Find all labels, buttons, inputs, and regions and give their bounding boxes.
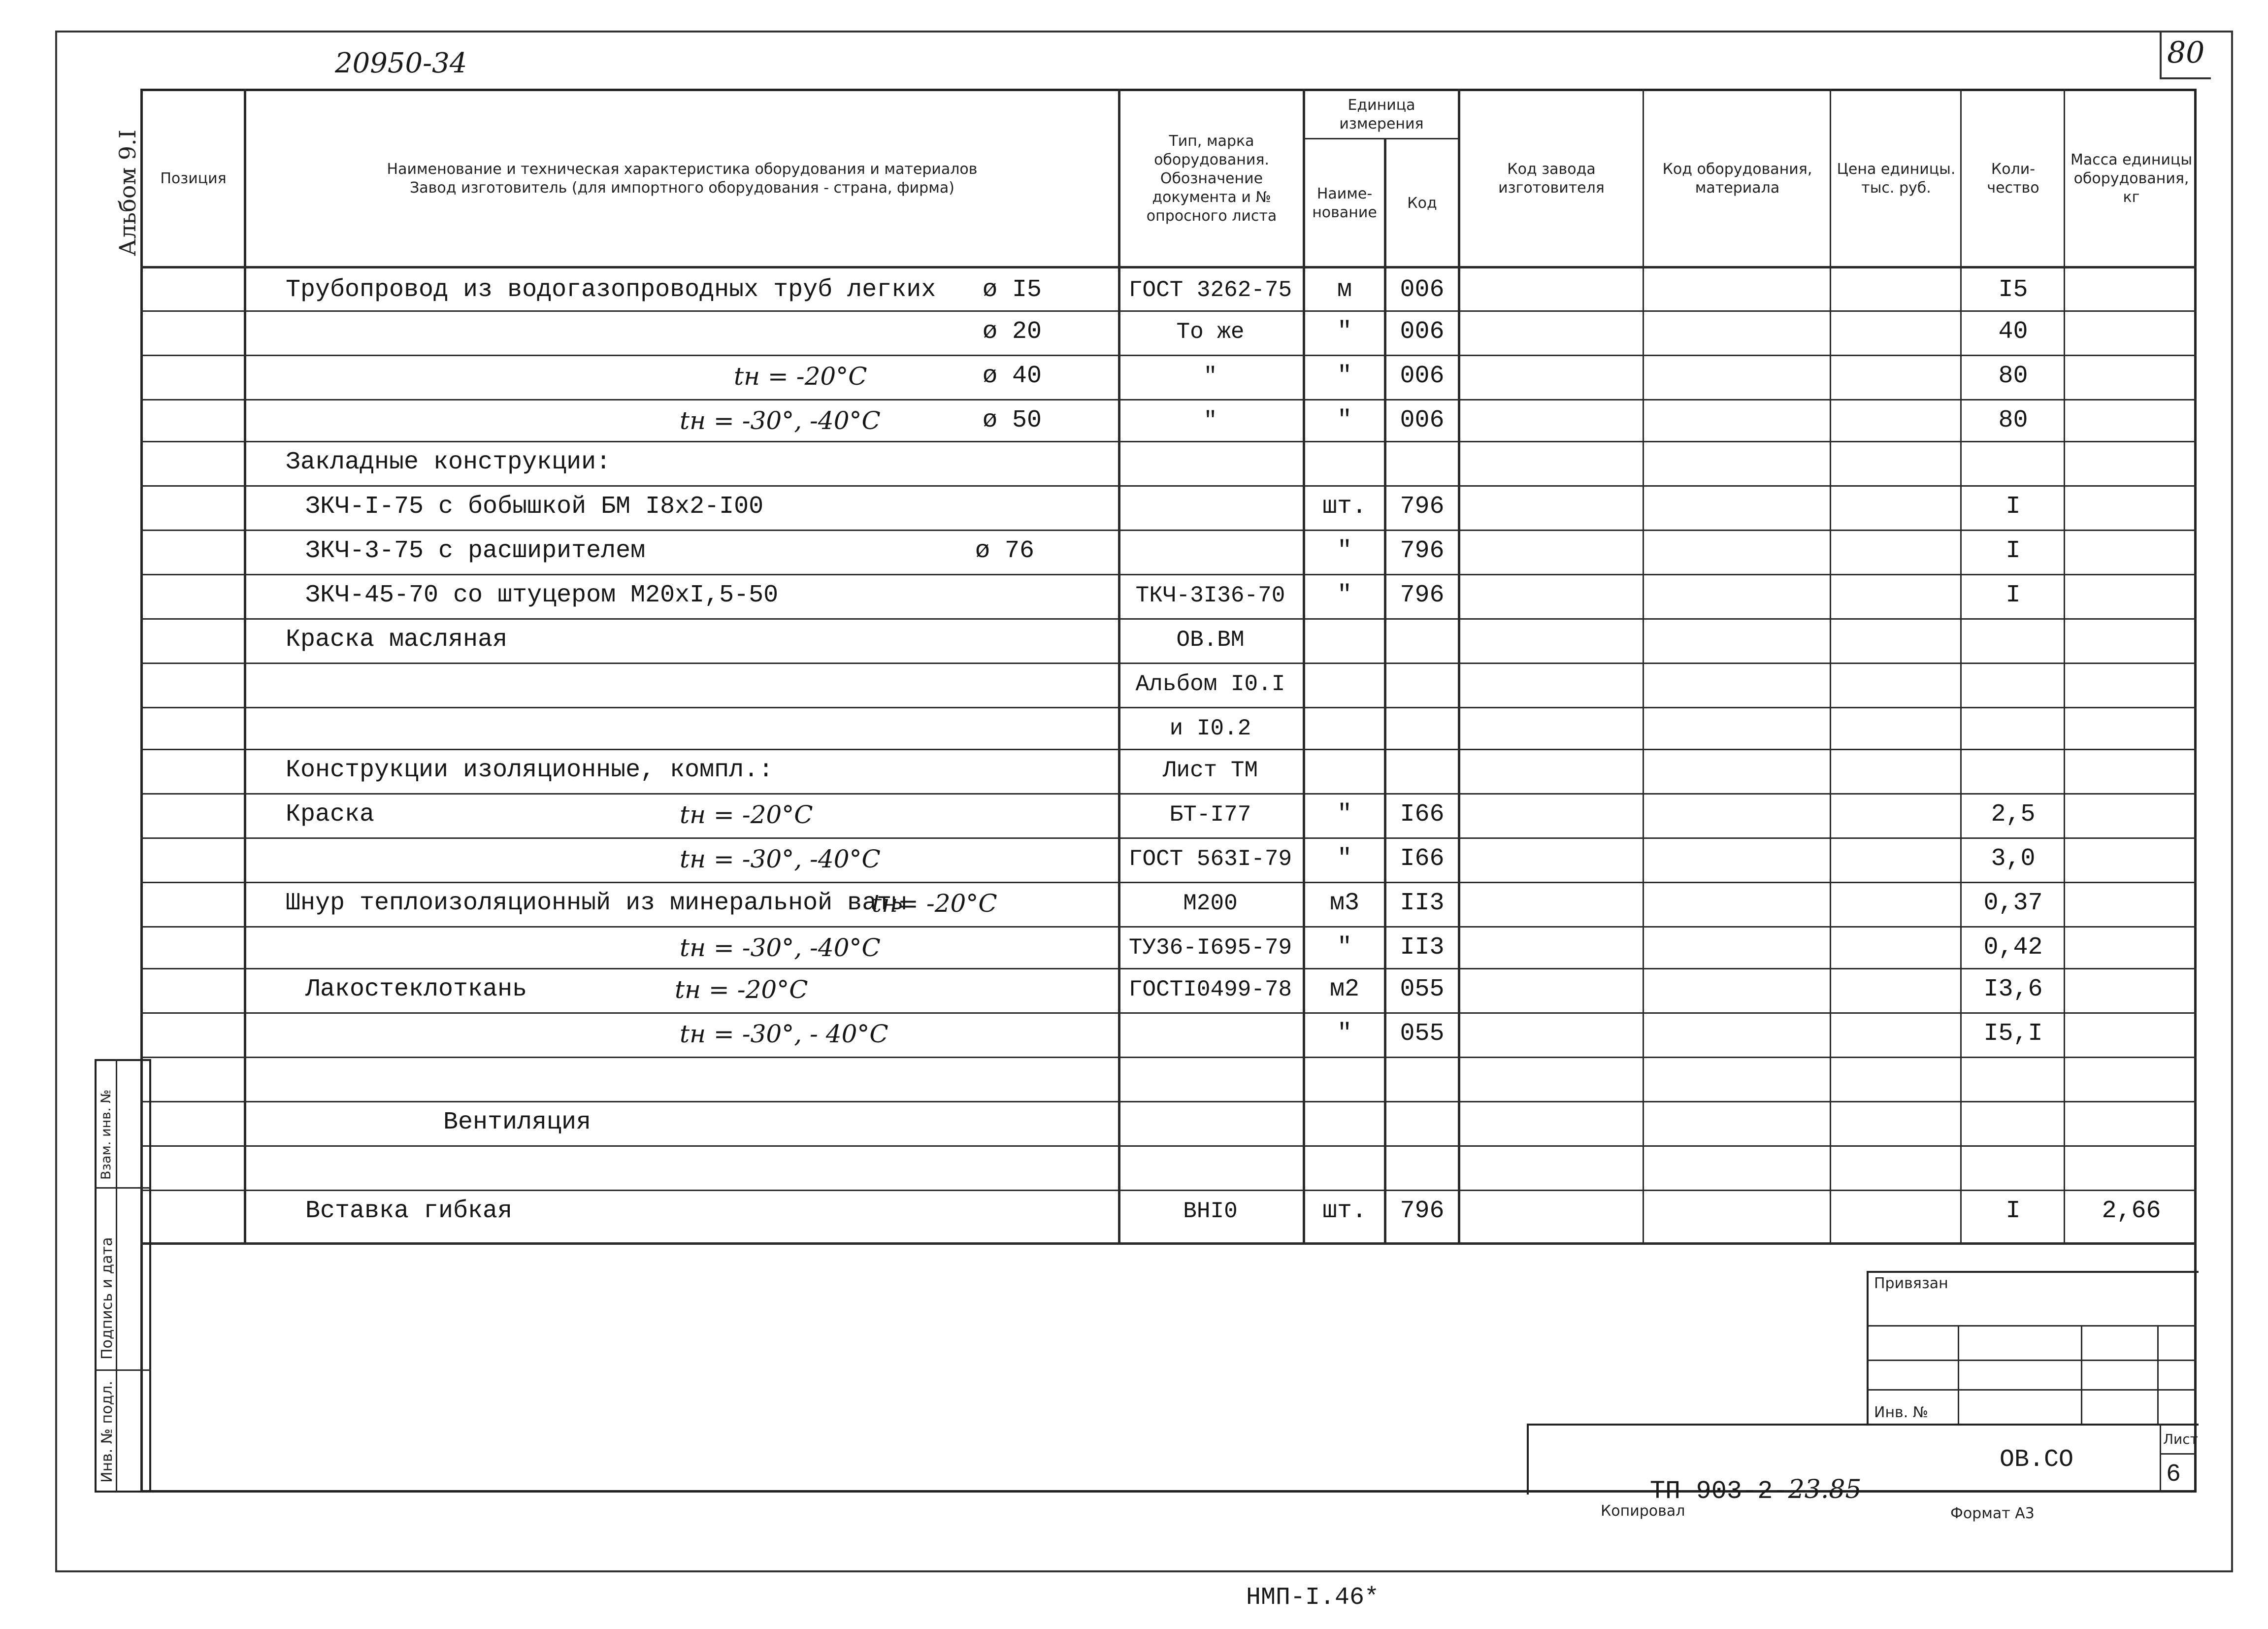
row-temperature: tн= -20°С xyxy=(872,889,997,918)
row-separator xyxy=(140,1057,2197,1058)
row-unit-name: " xyxy=(1337,537,1352,565)
header-unit-code: Код xyxy=(1407,194,1437,212)
row-unit-code: 796 xyxy=(1400,581,1445,609)
row-separator xyxy=(140,530,2197,531)
row-type-mark: ГОСТI0499-78 xyxy=(1128,977,1292,1002)
project-code xyxy=(1588,1446,1862,1535)
row-unit-code: 006 xyxy=(1400,362,1445,390)
row-unit-code: 796 xyxy=(1400,493,1445,521)
row-unit-name: " xyxy=(1337,845,1352,873)
row-unit-name: " xyxy=(1337,581,1352,609)
row-quantity: I5 xyxy=(1998,276,2028,304)
project-code-print: ТП 903-2- xyxy=(1649,1477,1788,1506)
row-name: Лакостеклоткань xyxy=(305,975,527,1003)
row-separator xyxy=(140,707,2197,708)
row-separator xyxy=(140,574,2197,575)
header-name-line2: Завод изготовитель (для импортного оборудования - страна, фирма) xyxy=(410,179,954,197)
header-position: Позиция xyxy=(160,169,227,187)
row-quantity: 3,0 xyxy=(1991,845,2036,873)
unit-group-line xyxy=(1303,138,1458,139)
side-sign-date: Подпись и дата xyxy=(99,1237,116,1360)
row-temperature: tн = -30°, -40°С xyxy=(680,933,881,962)
row-separator xyxy=(140,926,2197,928)
row-quantity: 0,37 xyxy=(1983,889,2043,917)
row-name: Шнур теплоизоляционный из минеральной ваты xyxy=(286,889,907,917)
row-name: Закладные конструкции: xyxy=(286,448,611,476)
row-unit-name: шт. xyxy=(1322,493,1367,521)
row-unit-name: м xyxy=(1337,276,1352,304)
row-unit-code: 006 xyxy=(1400,406,1445,434)
privyazan-label: Привязан xyxy=(1874,1275,1948,1292)
row-separator xyxy=(140,968,2197,969)
row-unit-code: II3 xyxy=(1400,933,1445,962)
row-temperature: tн = -30°, -40°С xyxy=(680,406,881,435)
row-name: ЗКЧ-I-75 с бобышкой БМ I8х2-I00 xyxy=(305,493,764,521)
row-type-mark: ГОСТ 3262-75 xyxy=(1128,277,1292,303)
row-name: Конструкции изоляционные, компл.: xyxy=(286,756,774,784)
row-quantity: I xyxy=(2005,1197,2021,1225)
row-quantity: 80 xyxy=(1998,362,2028,390)
row-unit-code: 055 xyxy=(1400,975,1445,1003)
row-diameter: ø 76 xyxy=(975,537,1035,565)
side-vzam-inv: Взам. инв. № xyxy=(99,1089,114,1180)
row-unit-code: I66 xyxy=(1400,845,1445,873)
row-unit-code: 006 xyxy=(1400,318,1445,346)
row-unit-name: " xyxy=(1337,318,1352,346)
row-separator xyxy=(140,663,2197,664)
page-number: 80 xyxy=(2167,35,2205,70)
row-unit-code: 006 xyxy=(1400,276,1445,304)
row-name: Вентиляция xyxy=(443,1108,592,1136)
row-type-mark: ГОСТ 563I-79 xyxy=(1128,846,1292,872)
row-unit-name: м3 xyxy=(1329,889,1359,917)
row-quantity: 0,42 xyxy=(1983,933,2043,962)
header-unit-name: Наиме-нование xyxy=(1312,185,1377,221)
row-quantity: I xyxy=(2005,581,2021,609)
format-label: Формат А3 xyxy=(1950,1505,2035,1522)
sheet-mark: ОВ.СО xyxy=(2000,1446,2074,1474)
row-separator xyxy=(140,618,2197,620)
row-unit-code: 055 xyxy=(1400,1020,1445,1048)
row-separator xyxy=(140,310,2197,312)
row-diameter: ø I5 xyxy=(983,276,1042,304)
sheet-number: 6 xyxy=(2166,1461,2181,1489)
row-temperature: tн = -30°, -40°С xyxy=(680,845,881,873)
album-number: 20950-34 xyxy=(335,47,467,79)
row-separator xyxy=(140,1012,2197,1014)
copied-label: Копировал xyxy=(1601,1502,1685,1520)
row-temperature: tн = -20°С xyxy=(680,800,813,829)
header-name-line1: Наименование и техническая характеристика оборудования и материалов xyxy=(387,160,978,178)
side-inv-podl: Инв. № подл. xyxy=(99,1381,116,1483)
row-separator xyxy=(140,1145,2197,1147)
row-name: Трубопровод из водогазопроводных труб легких xyxy=(286,276,936,304)
row-temperature: tн = -20°С xyxy=(675,975,808,1004)
row-separator xyxy=(140,399,2197,400)
row-type-mark: М200 xyxy=(1183,891,1238,916)
row-type-mark: БТ-I77 xyxy=(1169,802,1251,828)
inv-no-label: Инв. № xyxy=(1874,1404,1929,1421)
row-unit-code: II3 xyxy=(1400,889,1445,917)
row-separator xyxy=(140,1190,2197,1191)
row-type-mark: То же xyxy=(1176,319,1245,345)
side-album-label: Альбом 9.I xyxy=(114,130,141,256)
row-diameter: ø 40 xyxy=(983,362,1042,390)
row-type-mark: и I0.2 xyxy=(1169,716,1251,741)
row-name: ЗКЧ-3-75 с расширителем xyxy=(305,537,646,565)
row-unit-name: " xyxy=(1337,406,1352,434)
row-separator xyxy=(140,441,2197,442)
row-diameter: ø 20 xyxy=(983,318,1042,346)
row-unit-name: " xyxy=(1337,1020,1352,1048)
row-separator xyxy=(140,749,2197,750)
row-name: Вставка гибкая xyxy=(305,1197,513,1225)
row-type-mark: ВНI0 xyxy=(1183,1198,1238,1224)
row-quantity: I5,I xyxy=(1983,1020,2043,1048)
row-mass: 2,66 xyxy=(2102,1197,2161,1225)
row-type-mark: ТУ36-I695-79 xyxy=(1128,935,1292,961)
row-name: Краска xyxy=(286,800,375,829)
row-quantity: 80 xyxy=(1998,406,2028,434)
header-name xyxy=(246,91,1118,266)
row-separator xyxy=(140,882,2197,883)
header-price: Цена единицы. тыс. руб. xyxy=(1837,160,1956,197)
row-type-mark: Альбом I0.I xyxy=(1135,671,1285,697)
row-unit-code: I66 xyxy=(1400,800,1445,829)
row-unit-name: " xyxy=(1337,800,1352,829)
project-code-hand: 23.85 xyxy=(1788,1475,1862,1504)
row-separator xyxy=(140,793,2197,795)
row-type-mark: ОВ.ВМ xyxy=(1176,627,1245,653)
header-mass: Масса единицы оборудования, кг xyxy=(2070,151,2193,206)
row-quantity: I xyxy=(2005,537,2021,565)
row-separator xyxy=(140,485,2197,487)
table-bottom-line xyxy=(140,1242,2197,1245)
row-type-mark: " xyxy=(1203,408,1217,433)
header-equipment-code: Код оборудования, материала xyxy=(1662,160,1812,197)
sheet-label: Лист xyxy=(2163,1431,2198,1447)
header-factory-code: Код завода изготовителя xyxy=(1498,160,1605,197)
row-unit-name: " xyxy=(1337,933,1352,962)
bottom-stamp: НМП-I.46* xyxy=(1246,1584,1380,1612)
row-type-mark: Лист ТМ xyxy=(1162,758,1258,783)
row-unit-name: " xyxy=(1337,362,1352,390)
row-name: ЗКЧ-45-70 со штуцером М20хI,5-50 xyxy=(305,581,779,609)
row-separator xyxy=(140,1101,2197,1102)
header-separator xyxy=(140,266,2197,268)
row-unit-name: м2 xyxy=(1329,975,1359,1003)
row-temperature: tн = -20°С xyxy=(734,362,867,391)
row-name: Краска масляная xyxy=(286,626,508,654)
row-unit-name: шт. xyxy=(1322,1197,1367,1225)
row-quantity: 2,5 xyxy=(1991,800,2036,829)
row-type-mark: " xyxy=(1203,364,1217,389)
header-unit-group: Единица измерения xyxy=(1339,96,1424,133)
row-temperature: tн = -30°, - 40°С xyxy=(680,1020,888,1048)
row-quantity: 40 xyxy=(1998,318,2028,346)
row-unit-code: 796 xyxy=(1400,537,1445,565)
row-type-mark: ТКЧ-3I36-70 xyxy=(1135,583,1285,608)
header-type-mark: Тип, марка оборудования. Обозначение документа и № опросного листа xyxy=(1146,132,1277,225)
row-diameter: ø 50 xyxy=(983,406,1042,434)
row-quantity: I3,6 xyxy=(1983,975,2043,1003)
row-quantity: I xyxy=(2005,493,2021,521)
row-unit-code: 796 xyxy=(1400,1197,1445,1225)
row-separator xyxy=(140,355,2197,356)
header-qty: Коли-чество xyxy=(1987,160,2039,197)
row-separator xyxy=(140,837,2197,839)
